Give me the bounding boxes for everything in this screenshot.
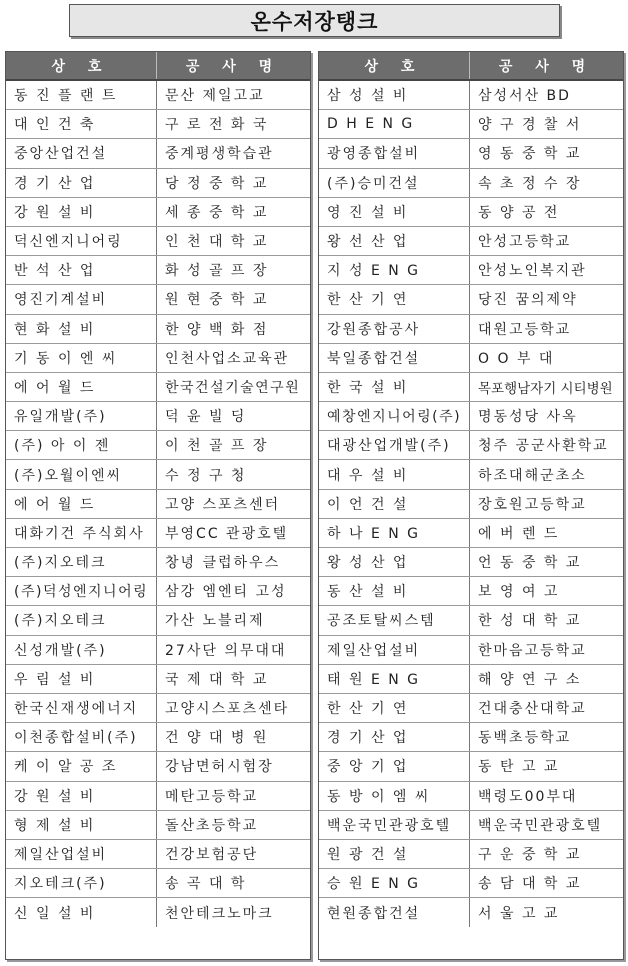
company-name: 제일산업설비 (319, 636, 470, 664)
company-name: 강 원 설 비 (6, 782, 157, 810)
table-row (6, 811, 310, 840)
table-row (6, 169, 310, 198)
company-name: (주)승미건설 (319, 169, 470, 197)
project-name: 목포행남자기 시티병원 (478, 380, 613, 397)
company-name: 이천종합설비(주) (6, 723, 157, 751)
project-name: 하조대해군초소 (478, 467, 587, 484)
project-name: 동 양 공 전 (478, 204, 560, 221)
project-name: 인 천 대 학 교 (165, 234, 269, 251)
table-row (319, 752, 623, 781)
project-name: 건강보험공단 (165, 846, 259, 863)
table-row (6, 636, 310, 665)
company-name: 기 동 이 엔 씨 (6, 344, 157, 372)
table-row (319, 636, 623, 665)
company-name: 제일산업설비 (6, 840, 157, 868)
table-row (6, 402, 310, 431)
company-name: 에 어 월 드 (6, 373, 157, 401)
table-row (6, 431, 310, 460)
table-row (6, 256, 310, 285)
table-row (319, 811, 623, 840)
project-name: 원 현 중 학 교 (165, 292, 269, 309)
table-row (319, 694, 623, 723)
project-name: 해 양 연 구 소 (478, 671, 582, 688)
table-row (6, 285, 310, 314)
right-table-body (319, 81, 623, 927)
project-name: 당 정 중 학 교 (165, 175, 269, 192)
project-name: 구 로 전 화 국 (165, 117, 269, 134)
company-name: 대광산업개발(주) (319, 431, 470, 459)
table-row (319, 110, 623, 139)
company-name: (주)덕성엔지니어링 (6, 577, 157, 605)
table-row (319, 840, 623, 869)
project-name: 안성고등학교 (478, 234, 572, 251)
table-row (319, 490, 623, 519)
project-name: 인천사업소교육관 (165, 350, 290, 367)
table-row (6, 694, 310, 723)
table-row (6, 460, 310, 489)
company-name: 경 기 산 업 (319, 723, 470, 751)
project-name: 백령도00부대 (478, 788, 578, 805)
project-name: 에 버 렌 드 (478, 525, 560, 542)
project-name: 속 초 정 수 장 (478, 175, 582, 192)
table-row (319, 519, 623, 548)
project-name: 청주 공군사환학교 (478, 438, 609, 455)
project-name: 보 영 여 고 (478, 584, 560, 601)
table-row (6, 898, 310, 927)
table-row (319, 285, 623, 314)
project-name: 한국건설기술연구원 (165, 379, 301, 396)
project-name: 대원고등학교 (478, 321, 572, 338)
company-name: 강원종합공사 (319, 315, 470, 343)
table-row (319, 256, 623, 285)
company-name: 에 어 월 드 (6, 490, 157, 518)
project-name: 수 정 구 청 (165, 467, 247, 484)
company-name: 중 앙 기 업 (319, 752, 470, 780)
project-name: 이 천 골 프 장 (165, 438, 269, 455)
company-name: 현원종합건설 (319, 898, 470, 927)
project-name: 국 제 대 학 교 (165, 671, 269, 688)
table-row (319, 577, 623, 606)
table-row (319, 460, 623, 489)
company-name: 우 림 설 비 (6, 665, 157, 693)
table-row (6, 840, 310, 869)
project-name: 건 양 대 병 원 (165, 730, 269, 747)
company-name: 예창엔지니어링(주) (319, 402, 470, 430)
table-row (319, 665, 623, 694)
project-name: 당진 꿈의제약 (478, 292, 578, 309)
company-name: 지 성 E N G (319, 256, 470, 284)
project-name: 창녕 클럽하우스 (165, 555, 281, 572)
project-name: 동 탄 고 교 (478, 759, 560, 776)
table-row (6, 81, 310, 110)
company-name: 현 화 설 비 (6, 315, 157, 343)
project-name: 언 동 중 학 교 (478, 555, 582, 572)
company-name: 한국신재생에너지 (6, 694, 157, 722)
header-project: 공 사 명 (498, 58, 595, 75)
company-name: 덕신엔지니어링 (6, 227, 157, 255)
table-row (319, 344, 623, 373)
company-name: 유일개발(주) (6, 402, 157, 430)
table-row (6, 723, 310, 752)
header-project: 공 사 명 (185, 58, 282, 75)
table-row (319, 139, 623, 168)
company-name: (주)지오테크 (6, 606, 157, 634)
table-row (319, 81, 623, 110)
project-name: 송 곡 대 학 (165, 876, 247, 893)
company-name: 이 언 건 설 (319, 490, 470, 518)
project-name: 메탄고등학교 (165, 788, 259, 805)
company-name: 대 인 건 축 (6, 110, 157, 138)
company-name: 북일종합건설 (319, 344, 470, 372)
table-row (6, 490, 310, 519)
project-name: 동백초등학교 (478, 730, 572, 747)
company-name: 중앙산업건설 (6, 139, 157, 167)
table-row (6, 606, 310, 635)
project-name: 백운국민관광호텔 (478, 817, 603, 834)
company-name: 대 우 설 비 (319, 460, 470, 488)
project-name: O O 부 대 (478, 350, 555, 367)
company-name: 백운국민관광호텔 (319, 811, 470, 839)
table-row (6, 227, 310, 256)
company-name: 동 산 설 비 (319, 577, 470, 605)
company-name: 강 원 설 비 (6, 198, 157, 226)
table-row (319, 606, 623, 635)
project-name: 삼강 엠엔티 고성 (165, 584, 287, 601)
project-name: 가산 노블리제 (165, 613, 265, 630)
project-name: 고양시스포츠센타 (165, 701, 290, 718)
company-name: D H E N G (319, 110, 470, 138)
right-table (318, 51, 624, 960)
table-row (319, 198, 623, 227)
table-row (6, 344, 310, 373)
header-company: 상 호 (319, 52, 470, 79)
right-table-header (319, 52, 623, 81)
project-name: 27사단 의무대대 (165, 642, 287, 659)
company-name: 공조토탈씨스템 (319, 606, 470, 634)
company-name: 삼 성 설 비 (319, 81, 470, 109)
table-row (6, 315, 310, 344)
table-row (6, 577, 310, 606)
table-row (6, 373, 310, 402)
table-row (6, 869, 310, 898)
table-row (6, 665, 310, 694)
header-company: 상 호 (6, 52, 157, 79)
project-name: 고양 스포츠센터 (165, 496, 281, 513)
project-name: 양 구 경 찰 서 (478, 117, 582, 134)
table-row (319, 548, 623, 577)
project-name: 강남면허시험장 (165, 759, 274, 776)
company-name: 한 산 기 연 (319, 285, 470, 313)
table-row (319, 402, 623, 431)
table-row (6, 752, 310, 781)
company-name: 동 방 이 엠 씨 (319, 782, 470, 810)
table-row (6, 110, 310, 139)
project-name: 안성노인복지관 (478, 263, 587, 280)
company-name: 영 진 설 비 (319, 198, 470, 226)
page-title: 온수저장탱크 (69, 4, 560, 37)
project-name: 돌산초등학교 (165, 817, 259, 834)
company-name: 광영종합설비 (319, 139, 470, 167)
company-name: 승 원 E N G (319, 869, 470, 897)
table-row (319, 782, 623, 811)
company-name: 태 원 E N G (319, 665, 470, 693)
company-name: (주)오월이엔씨 (6, 460, 157, 488)
table-row (6, 548, 310, 577)
company-name: 원 광 건 설 (319, 840, 470, 868)
project-name: 장호원고등학교 (478, 496, 587, 513)
company-name: 영진기계설비 (6, 285, 157, 313)
project-name: 문산 제일고교 (165, 88, 265, 105)
table-row (6, 198, 310, 227)
company-name: (주)지오테크 (6, 548, 157, 576)
table-row (6, 782, 310, 811)
project-name: 삼성서산 BD (478, 88, 571, 105)
company-name: 반 석 산 업 (6, 256, 157, 284)
company-name: 한 산 기 연 (319, 694, 470, 722)
left-table (5, 51, 311, 960)
project-name: 구 운 중 학 교 (478, 846, 582, 863)
project-name: 영 동 중 학 교 (478, 146, 582, 163)
company-name: 신성개발(주) (6, 636, 157, 664)
project-name: 건대충산대학교 (478, 701, 587, 718)
project-name: 명동성당 사옥 (478, 409, 578, 426)
table-row (6, 139, 310, 168)
project-name: 한 양 백 화 점 (165, 321, 269, 338)
project-name: 화 성 골 프 장 (165, 263, 269, 280)
table-row (319, 869, 623, 898)
project-name: 송 담 대 학 교 (478, 876, 582, 893)
project-name: 중계평생학습관 (165, 146, 274, 163)
company-name: 왕 성 산 업 (319, 548, 470, 576)
table-row (319, 898, 623, 927)
table-row (319, 431, 623, 460)
table-row (319, 373, 623, 402)
table-row (319, 227, 623, 256)
table-row (319, 169, 623, 198)
company-name: 한 국 설 비 (319, 373, 470, 401)
company-name: (주) 아 이 젠 (6, 431, 157, 459)
company-name: 지오테크(주) (6, 869, 157, 897)
table-row (6, 519, 310, 548)
project-name: 천안테크노마크 (165, 905, 274, 922)
company-name: 동 진 플 랜 트 (6, 81, 157, 109)
project-name: 세 종 중 학 교 (165, 204, 269, 221)
project-name: 한 성 대 학 교 (478, 613, 582, 630)
project-name: 덕 윤 빌 딩 (165, 409, 247, 426)
company-name: 경 기 산 업 (6, 169, 157, 197)
project-name: 한마음고등학교 (478, 642, 587, 659)
company-name: 하 나 E N G (319, 519, 470, 547)
table-row (319, 315, 623, 344)
table-row (319, 723, 623, 752)
company-name: 왕 선 산 업 (319, 227, 470, 255)
company-name: 케 이 알 공 조 (6, 752, 157, 780)
project-name: 서 울 고 교 (478, 905, 560, 922)
company-name: 대화기건 주식회사 (6, 519, 157, 547)
project-name: 부영CC 관광호텔 (165, 525, 289, 542)
company-name: 신 일 설 비 (6, 898, 157, 927)
left-table-header (6, 52, 310, 81)
company-name: 형 제 설 비 (6, 811, 157, 839)
left-table-body (6, 81, 310, 927)
